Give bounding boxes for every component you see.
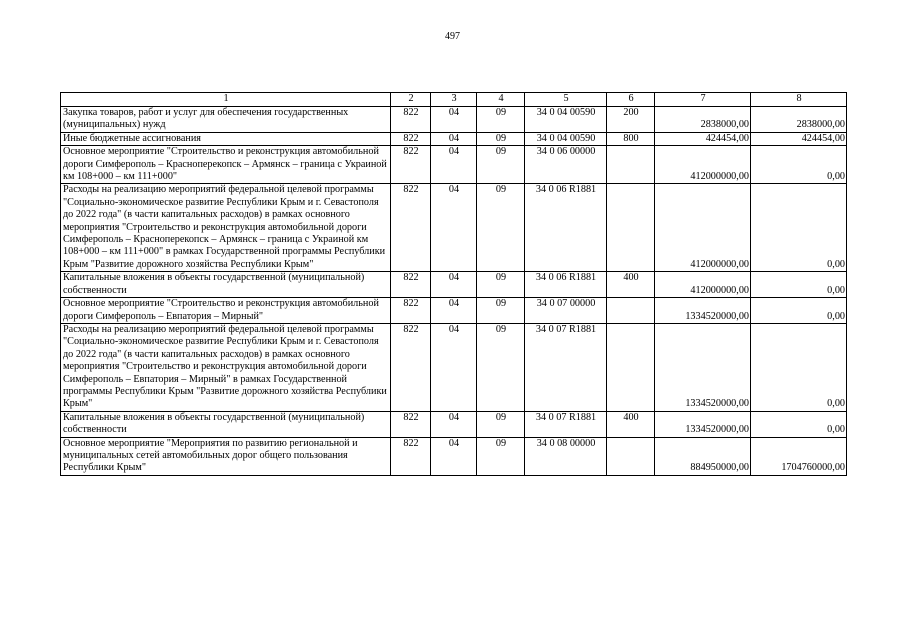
expense-type-code [607, 146, 655, 184]
amount-col8: 2838000,00 [751, 107, 847, 133]
amount-col7: 884950000,00 [655, 437, 751, 475]
section-code: 04 [431, 437, 477, 475]
header-row [61, 93, 847, 107]
ministry-code: 822 [391, 107, 431, 133]
amount-col8: 424454,00 [751, 132, 847, 145]
row-description: Капитальные вложения в объекты государственной (муниципальной) собственности [61, 411, 391, 437]
expense-type-code [607, 323, 655, 411]
ministry-code: 822 [391, 411, 431, 437]
amount-col8: 0,00 [751, 146, 847, 184]
amount-col8: 0,00 [751, 298, 847, 324]
ministry-code: 822 [391, 272, 431, 298]
row-description: Расходы на реализацию мероприятий федеральной целевой программы "Социально-экономическое развитие Республики Крым и г. Севастополя до 2022 года" (в части капитальных расходов) в рамках основного мероприятия "Строительство и реконструкция автомобильной дороги Симферополь – Евпатория – Мирный" в рамках Государственной программы Республики Крым "Развитие дорожного хозяйства Республики Крым" [61, 323, 391, 411]
target-article-code: 34 0 06 R1881 [525, 184, 607, 272]
target-article-code: 34 0 06 R1881 [525, 272, 607, 298]
section-code: 04 [431, 184, 477, 272]
amount-col8: 0,00 [751, 272, 847, 298]
column-header: 5 [525, 93, 607, 107]
table-row [61, 298, 847, 324]
amount-col7: 412000000,00 [655, 272, 751, 298]
row-description: Закупка товаров, работ и услуг для обеспечения государственных (муниципальных) нужд [61, 107, 391, 133]
row-description: Основное мероприятие "Строительство и реконструкция автомобильной дороги Симферополь – Евпатория – Мирный" [61, 298, 391, 324]
target-article-code: 34 0 04 00590 [525, 107, 607, 133]
column-header: 8 [751, 93, 847, 107]
target-article-code: 34 0 08 00000 [525, 437, 607, 475]
expense-type-code [607, 437, 655, 475]
amount-col7: 2838000,00 [655, 107, 751, 133]
amount-col8: 0,00 [751, 184, 847, 272]
ministry-code: 822 [391, 184, 431, 272]
expense-type-code: 800 [607, 132, 655, 145]
row-description: Расходы на реализацию мероприятий федеральной целевой программы "Социально-экономическое развитие Республики Крым и г. Севастополя до 2022 года" (в части капитальных расходов) в рамках основного мероприятия "Строительство и реконструкция автомобильной дороги Симферополь – Красноперекопск – Армянск – граница с Украиной км 108+000 – км 111+000" в рамках Государственной программы Республики Крым "Развитие дорожного хозяйства Республики Крым" [61, 184, 391, 272]
expense-type-code [607, 184, 655, 272]
subsection-code: 09 [477, 437, 525, 475]
amount-col7: 412000000,00 [655, 146, 751, 184]
table-row [61, 323, 847, 411]
target-article-code: 34 0 06 00000 [525, 146, 607, 184]
table-row [61, 107, 847, 133]
amount-col7: 412000000,00 [655, 184, 751, 272]
table-row [61, 272, 847, 298]
target-article-code: 34 0 07 00000 [525, 298, 607, 324]
column-header: 3 [431, 93, 477, 107]
subsection-code: 09 [477, 132, 525, 145]
table-row [61, 437, 847, 475]
column-header: 4 [477, 93, 525, 107]
row-description: Основное мероприятие "Мероприятия по развитию региональной и муниципальных сетей автомобильных дорог общего пользования Республики Крым" [61, 437, 391, 475]
column-header: 2 [391, 93, 431, 107]
page-number: 497 [445, 31, 460, 42]
budget-table [60, 92, 847, 476]
subsection-code: 09 [477, 411, 525, 437]
table-row [61, 146, 847, 184]
ministry-code: 822 [391, 437, 431, 475]
expense-type-code: 400 [607, 272, 655, 298]
section-code: 04 [431, 272, 477, 298]
table-row [61, 132, 847, 145]
subsection-code: 09 [477, 323, 525, 411]
section-code: 04 [431, 107, 477, 133]
amount-col8: 1704760000,00 [751, 437, 847, 475]
expense-type-code: 200 [607, 107, 655, 133]
row-description: Иные бюджетные ассигнования [61, 132, 391, 145]
amount-col7: 1334520000,00 [655, 298, 751, 324]
subsection-code: 09 [477, 107, 525, 133]
column-header: 7 [655, 93, 751, 107]
subsection-code: 09 [477, 146, 525, 184]
target-article-code: 34 0 07 R1881 [525, 411, 607, 437]
table-row [61, 411, 847, 437]
section-code: 04 [431, 411, 477, 437]
subsection-code: 09 [477, 298, 525, 324]
amount-col7: 1334520000,00 [655, 323, 751, 411]
subsection-code: 09 [477, 184, 525, 272]
section-code: 04 [431, 323, 477, 411]
amount-col7: 1334520000,00 [655, 411, 751, 437]
expense-type-code: 400 [607, 411, 655, 437]
target-article-code: 34 0 04 00590 [525, 132, 607, 145]
ministry-code: 822 [391, 323, 431, 411]
row-description: Основное мероприятие "Строительство и реконструкция автомобильной дороги Симферополь – Красноперекопск – Армянск – граница с Украиной км 108+000 – км 111+000" [61, 146, 391, 184]
table-row [61, 184, 847, 272]
section-code: 04 [431, 146, 477, 184]
column-header: 1 [61, 93, 391, 107]
ministry-code: 822 [391, 146, 431, 184]
column-header: 6 [607, 93, 655, 107]
amount-col8: 0,00 [751, 411, 847, 437]
amount-col8: 0,00 [751, 323, 847, 411]
expense-type-code [607, 298, 655, 324]
target-article-code: 34 0 07 R1881 [525, 323, 607, 411]
section-code: 04 [431, 298, 477, 324]
ministry-code: 822 [391, 298, 431, 324]
section-code: 04 [431, 132, 477, 145]
ministry-code: 822 [391, 132, 431, 145]
subsection-code: 09 [477, 272, 525, 298]
amount-col7: 424454,00 [655, 132, 751, 145]
row-description: Капитальные вложения в объекты государственной (муниципальной) собственности [61, 272, 391, 298]
